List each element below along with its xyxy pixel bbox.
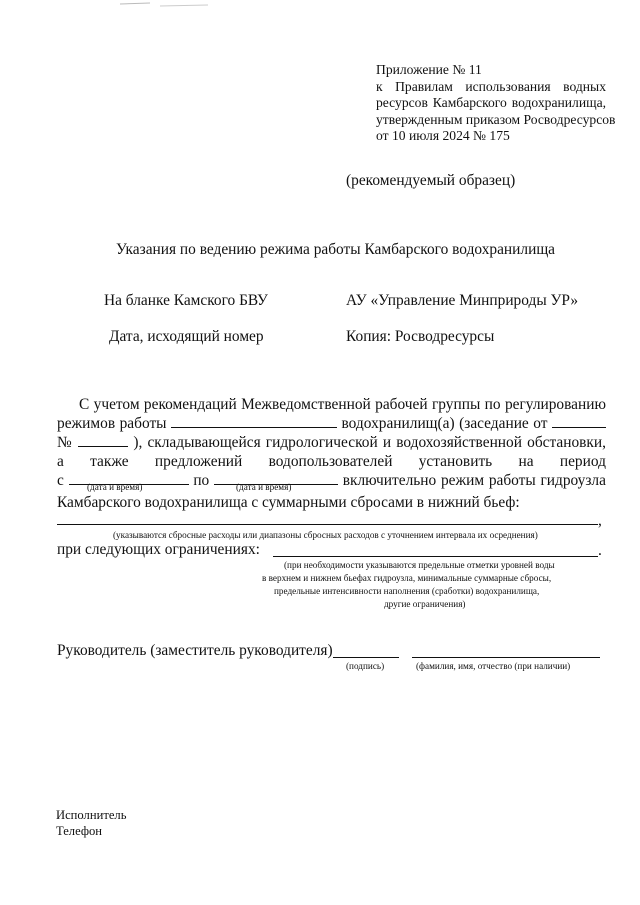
body-line-2-start: режимов работы <box>57 415 167 432</box>
body-line-4 <box>57 452 606 471</box>
word-predlozheniy: предложений <box>154 453 243 470</box>
scan-artifact <box>120 0 210 10</box>
caption-restrictions-2: в верхнем и нижнем бьефах гидроузла, минимальные суммарные сбросы, <box>262 573 552 583</box>
number-sign: № <box>57 434 73 451</box>
header-right-copy: Копия: Росводресурсы <box>346 328 495 345</box>
caption-start-date: (дата и время) <box>87 482 143 492</box>
word-a: а <box>57 453 64 470</box>
discharges-comma: , <box>598 512 602 529</box>
word-vodopolzovateley: водопользователей <box>268 453 393 470</box>
meeting-date-blank[interactable] <box>552 415 606 428</box>
restrictions-blank[interactable] <box>273 556 598 557</box>
appendix-number: Приложение № 11 <box>376 62 482 77</box>
body-line-3 <box>57 433 606 452</box>
caption-restrictions-4: другие ограничения) <box>384 599 466 609</box>
discharges-blank[interactable] <box>57 524 598 525</box>
body-line-3-end: ), складывающейся гидрологической и водохозяйственной обстановки, <box>133 434 606 451</box>
body-paragraph <box>57 395 606 490</box>
appendix-line-3: ресурсов Камбарского водохранилища, <box>376 95 606 110</box>
sample-label: (рекомендуемый образец) <box>346 172 516 189</box>
word-ustanovit: установить <box>418 453 493 470</box>
full-name-blank[interactable] <box>412 657 600 658</box>
appendix-block <box>376 62 616 145</box>
to-label: по <box>193 472 210 489</box>
body-line-2-end: водохранилищ(а) (заседание от <box>341 415 548 432</box>
appendix-line-5: от 10 июля 2024 № 175 <box>376 128 510 143</box>
word-period: период <box>559 453 606 470</box>
word-na: на <box>518 453 534 470</box>
body-line-5-end: включительно режим работы гидроузла <box>342 472 606 489</box>
caption-restrictions-3: предельные интенсивности наполнения (сработки) водохранилища, <box>274 586 540 596</box>
signature-blank[interactable] <box>333 657 399 658</box>
word-takzhe: также <box>90 453 129 470</box>
body-line-6: Камбарского водохранилища с суммарными сбросами в нижний бьеф: <box>57 494 520 511</box>
footer-phone: Телефон <box>56 824 103 838</box>
header-left-date: Дата, исходящий номер <box>109 328 264 345</box>
from-label: с <box>57 472 64 489</box>
footer-executor: Исполнитель <box>56 808 127 822</box>
signature-label: Руководитель (заместитель руководителя) <box>57 642 333 659</box>
caption-signature: (подпись) <box>346 661 385 671</box>
caption-end-date: (дата и время) <box>236 482 292 492</box>
appendix-line-4: утвержденным приказом Росводресурсов <box>376 111 616 127</box>
document-title: Указания по ведению режима работы Камбарского водохранилища <box>116 241 555 258</box>
body-line-2 <box>57 414 606 433</box>
caption-full-name: (фамилия, имя, отчество (при наличии) <box>416 661 571 671</box>
caption-restrictions-1: (при необходимости указываются предельные отметки уровней воды <box>284 560 555 570</box>
appendix-line-2: к Правилам использования водных <box>376 78 606 94</box>
restrictions-period: . <box>598 542 602 559</box>
meeting-number-blank[interactable] <box>78 434 128 447</box>
header-right-recipient: АУ «Управление Минприроды УР» <box>346 292 579 309</box>
restrictions-label: при следующих ограничениях: <box>57 541 260 558</box>
reservoir-blank[interactable] <box>171 415 337 428</box>
header-left-blank-form: На бланке Камского БВУ <box>104 292 268 309</box>
caption-discharges: (указываются сбросные расходы или диапазоны сбросных расходов с уточнением интервала их осреднения) <box>113 530 538 540</box>
body-line-1: С учетом рекомендаций Межведомственной рабочей группы по регулированию <box>79 396 606 413</box>
